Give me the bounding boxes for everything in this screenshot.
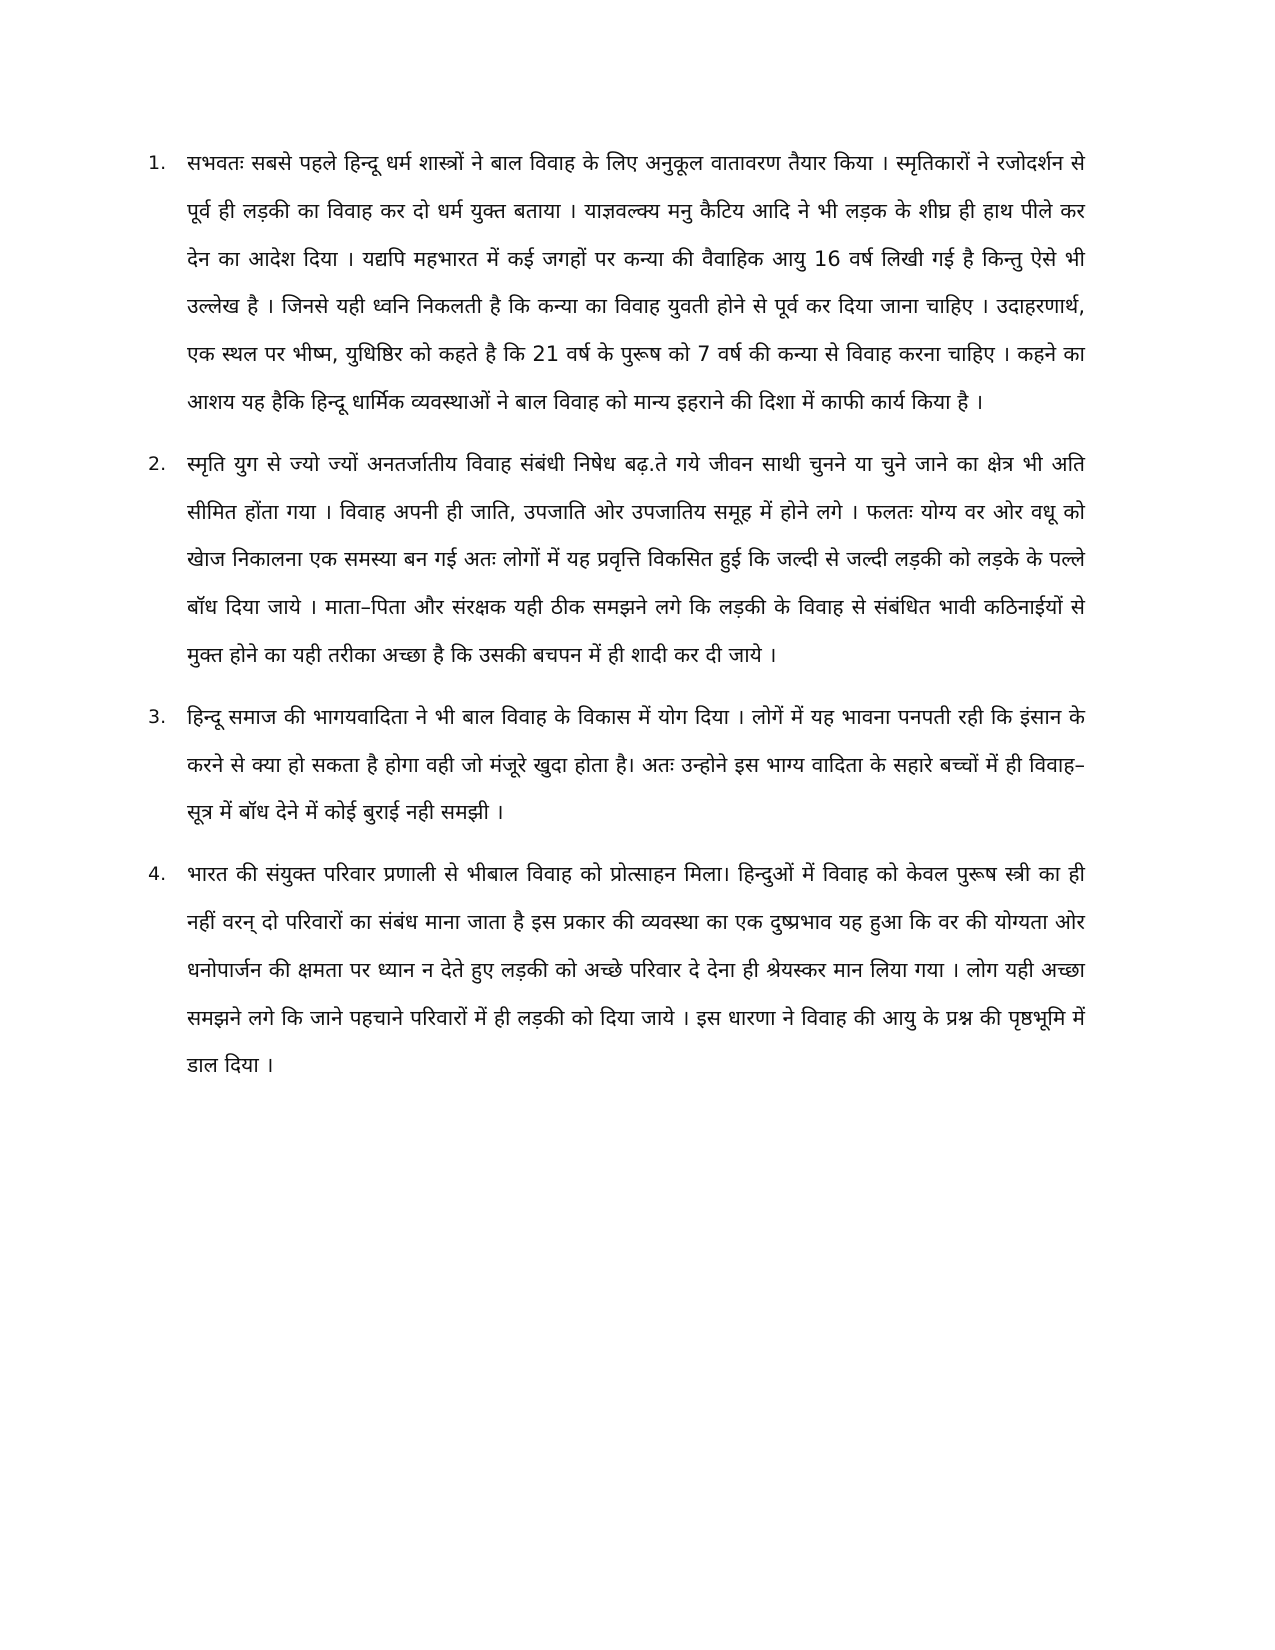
paragraph-text: सभवतः सबसे पहले हिन्दू धर्म शास्त्रों ने बाल विवाह के लिए अनुकूल वातावरण तैयार किया । स्मृतिकारों ने रजोदर्शन से पूर्व ही लड़की का विवाह कर दो धर्म युक्त बताया । याज्ञवल्क्य मनु कैटिय आदि ने भी लड़क के शीघ्र ही हाथ पीले कर देन का आदेश दिया । यद्यपि महभारत में कई जगहों पर कन्या की वैवाहिक आयु 16 वर्ष लिखी गई है किन्तु ऐसे भी उल्लेख है । जिनसे यही ध्वनि निकलती है कि कन्या का विवाह युवती होने से पूर्व कर दिया जाना चाहिए । उदाहरणार्थ, एक स्थल पर भीष्म, युधिष्ठिर को कहते है कि 21 वर्ष के पुरूष को 7 वर्ष की कन्या से विवाह करना चाहिए । कहने का आशय यह हैकि हिन्दू धार्मिक व्यवस्थाओं ने बाल विवाह को मान्य इहराने की दिशा में काफी कार्य किया है ।: [187, 151, 1085, 414]
paragraph-text: स्मृति युग से ज्यो ज्यों अनतर्जातीय विवाह संबंधी निषेध बढ़.ते गये जीवन साथी चुनने या चुने जाने का क्षेत्र भी अति सीमित होंता गया । विवाह अपनी ही जाति, उपजाति ओर उपजातिय समूह में होने लगे । फलतः योग्य वर ओर वधू को खेाज निकालना एक समस्या बन गई अतः लोगों में यह प्रवृत्ति विकसित हुई कि जल्दी से जल्दी लड़की को लड़के के पल्ले बॉध दिया जाये । माता–पिता और संरक्षक यही ठीक समझने लगे कि लड़की के विवाह से संबंधित भावी कठिनाईयों से मुक्त होने का यही तरीका अच्छा है कि उसकी बचपन में ही शादी कर दी जाये ।: [187, 451, 1085, 667]
list-item-number: 1.: [148, 152, 167, 174]
list-item-number: 2.: [148, 452, 167, 475]
list-item: [140, 694, 1085, 837]
numbered-list: [140, 140, 1085, 1104]
list-item-number: 4.: [148, 863, 167, 886]
list-item: [140, 441, 1085, 680]
paragraph-text: भारत की संयुक्त परिवार प्रणाली से भीबाल विवाह को प्रोत्साहन मिला। हिन्दुओं में विवाह को केवल पुरूष स्त्री का ही नहीं वरन् दो परिवारों का संबंध माना जाता है इस प्रकार की व्यवस्था का एक दुष्प्रभाव यह हुआ कि वर की योग्यता ओर धनोपार्जन की क्षमता पर ध्यान न देते हुए लड़की को अच्छे परिवार दे देना ही श्रेयस्कर मान लिया गया । लोग यही अच्छा समझने लगे कि जाने पहचाने परिवारों में ही लड़की को दिया जाये । इस धारणा ने विवाह की आयु के प्रश्न की पृष्ठभूमि में डाल दिया ।: [187, 862, 1085, 1078]
list-item: [140, 851, 1085, 1090]
paragraph-text: हिन्दू समाज की भागयवादिता ने भी बाल विवाह के विकास में योग दिया । लोगें में यह भावना पनपती रही कि इंसान के करने से क्या हो सकता है होगा वही जो मंजूरे खुदा होता है। अतः उन्होने इस भाग्य वादिता के सहारे बच्चों में ही विवाह–सूत्र में बॉध देने में कोई बुराई नही समझी ।: [187, 704, 1085, 825]
list-item-number: 3.: [148, 705, 167, 728]
list-item: [140, 140, 1085, 427]
